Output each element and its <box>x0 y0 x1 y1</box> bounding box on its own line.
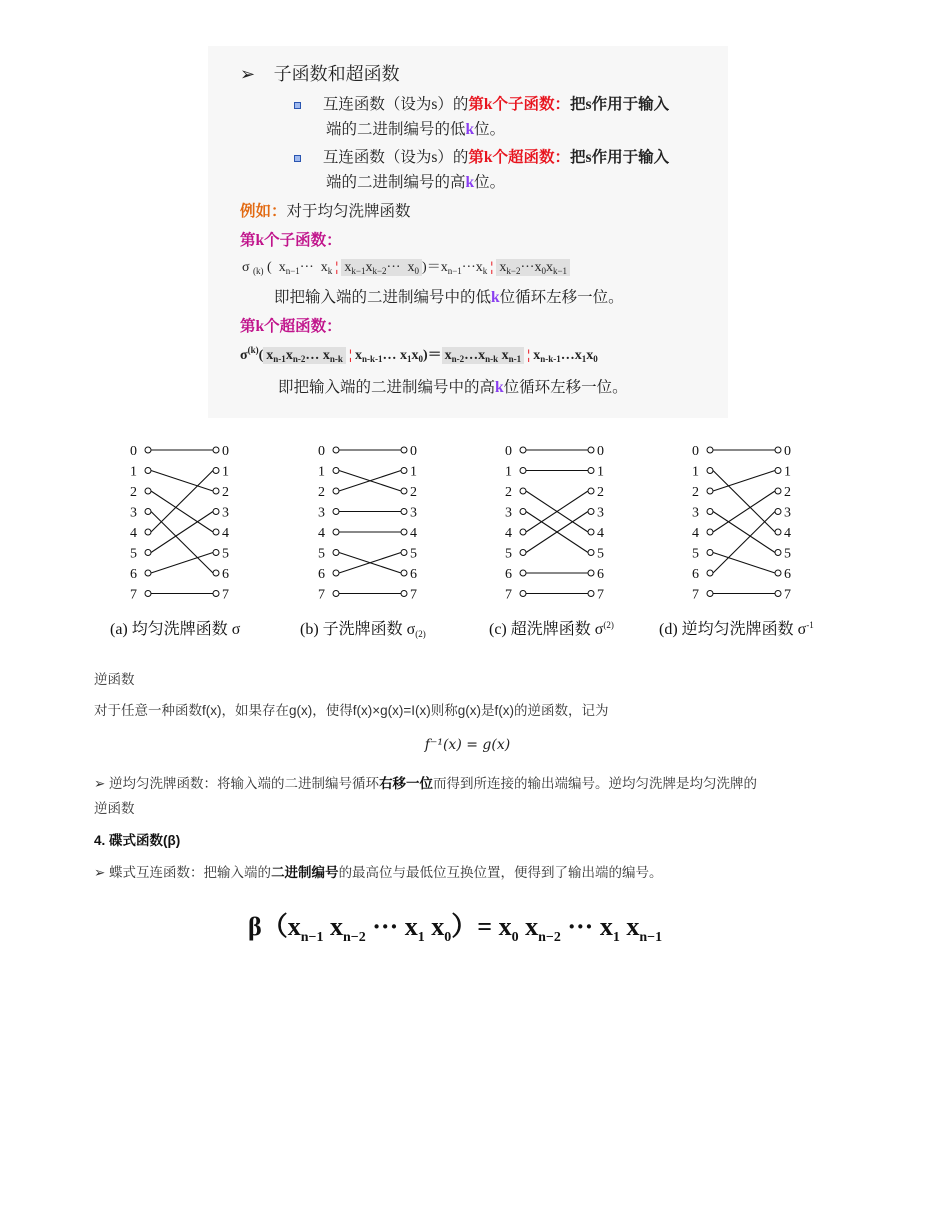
input-node-d-1 <box>707 468 713 474</box>
input-label-c-2: 2 <box>505 485 512 500</box>
input-label-d-3: 3 <box>692 505 699 521</box>
butterfly-pre: ➢ 蝶式互连函数：把输入端的 <box>94 865 272 880</box>
input-node-a-4 <box>145 529 151 535</box>
input-node-d-6 <box>707 570 713 576</box>
input-node-c-2 <box>520 488 526 494</box>
input-node-d-0 <box>707 447 713 453</box>
example-text: 对于均匀洗牌函数 <box>286 203 411 220</box>
output-node-d-7 <box>775 591 781 597</box>
slide-excerpt <box>208 46 728 418</box>
output-label-c-0: 0 <box>597 444 604 459</box>
connection-a-1 <box>151 471 213 492</box>
input-node-b-3 <box>333 509 339 515</box>
output-node-d-4 <box>775 529 781 535</box>
bullet2-post: 把s作用于输入 <box>570 149 670 166</box>
output-label-c-4: 4 <box>597 526 604 541</box>
bullet2-highlight: 第k个超函数： <box>468 149 571 166</box>
bullet1-line2-post: 位。 <box>474 121 506 138</box>
output-node-d-0 <box>775 447 781 453</box>
input-node-a-3 <box>145 509 151 515</box>
input-label-a-6: 6 <box>130 567 137 582</box>
output-label-d-3: 3 <box>784 505 791 521</box>
input-label-d-7: 7 <box>692 587 699 603</box>
output-node-c-6 <box>588 570 594 576</box>
bullet-super-function <box>294 145 669 167</box>
output-node-b-2 <box>401 488 407 494</box>
input-label-d-5: 5 <box>692 546 699 562</box>
input-label-b-7: 7 <box>318 587 325 603</box>
inverse-shuffle-line <box>94 772 757 792</box>
shuffle-diagrams-svg <box>100 436 840 611</box>
super-note-post: 位循环左移一位。 <box>503 379 628 396</box>
slide-heading: 子函数和超函数 <box>273 64 400 84</box>
bullet1-highlight: 第k个子函数： <box>468 96 571 113</box>
input-label-a-3: 3 <box>130 505 137 521</box>
connection-d-5 <box>713 553 775 574</box>
output-label-a-4: 4 <box>222 526 229 541</box>
bullet2-pre: 互连函数（设为s）的 <box>322 149 469 166</box>
output-node-b-3 <box>401 509 407 515</box>
output-node-d-6 <box>775 570 781 576</box>
connection-d-2 <box>713 471 775 492</box>
connection-d-1 <box>713 471 775 533</box>
connection-a-4 <box>151 471 213 533</box>
output-node-a-4 <box>213 529 219 535</box>
output-label-d-2: 2 <box>784 485 791 500</box>
connection-a-2 <box>151 491 213 532</box>
input-node-d-5 <box>707 550 713 556</box>
output-label-a-6: 6 <box>222 567 229 582</box>
output-node-a-6 <box>213 570 219 576</box>
input-label-d-4: 4 <box>692 526 699 541</box>
input-label-c-4: 4 <box>505 526 512 541</box>
bullet1-line2-pre: 端的二进制编号的低 <box>326 121 466 138</box>
output-node-c-2 <box>588 488 594 494</box>
input-node-c-7 <box>520 591 526 597</box>
output-node-c-0 <box>588 447 594 453</box>
heading-row <box>240 60 400 86</box>
output-node-c-7 <box>588 591 594 597</box>
output-node-c-5 <box>588 550 594 556</box>
output-node-d-2 <box>775 488 781 494</box>
sub-function-note <box>274 285 624 307</box>
caption-a-text: (a) 均匀洗牌函数 σ <box>110 621 241 638</box>
input-label-b-0: 0 <box>318 444 325 459</box>
connection-d-4 <box>713 491 775 532</box>
output-label-b-3: 3 <box>410 505 417 521</box>
input-node-c-0 <box>520 447 526 453</box>
input-node-a-1 <box>145 468 151 474</box>
inv-shuffle-post: 而得到所连接的输出端编号。逆均匀洗牌是均匀洗牌的 <box>433 776 758 791</box>
output-node-b-1 <box>401 468 407 474</box>
example-label: 例如： <box>240 203 287 220</box>
output-label-b-6: 6 <box>410 567 417 582</box>
arrow-bullet-icon: ➢ <box>240 64 256 84</box>
output-label-b-5: 5 <box>410 546 417 562</box>
caption-c-mark: (2) <box>603 620 614 630</box>
connection-a-5 <box>151 512 213 553</box>
input-node-a-6 <box>145 570 151 576</box>
input-node-b-1 <box>333 468 339 474</box>
output-label-c-2: 2 <box>597 485 604 500</box>
square-bullet-icon <box>294 155 301 162</box>
output-node-a-1 <box>213 468 219 474</box>
caption-c-text: (c) 超洗牌函数 σ <box>489 621 604 638</box>
input-node-c-5 <box>520 550 526 556</box>
inverse-formula: f⁻¹(x) = g(x) <box>424 737 511 753</box>
input-label-c-5: 5 <box>505 546 512 562</box>
output-label-a-7: 7 <box>222 587 229 603</box>
sub-note-pre: 即把输入端的二进制编号中的低 <box>274 289 492 306</box>
bullet1-k: k <box>465 121 475 138</box>
input-label-b-4: 4 <box>318 526 325 541</box>
butterfly-title: 4. 碟式函数(β) <box>94 833 181 848</box>
input-node-a-7 <box>145 591 151 597</box>
input-label-c-6: 6 <box>505 567 512 582</box>
square-bullet-icon <box>294 102 301 109</box>
output-label-c-7: 7 <box>597 587 604 603</box>
output-label-b-2: 2 <box>410 485 417 500</box>
input-label-c-0: 0 <box>505 444 512 459</box>
input-node-d-3 <box>707 509 713 515</box>
input-node-a-0 <box>145 447 151 453</box>
super-function-formula: $\sigma^{(k)}$( $x_{n-1}x_{n-2}\dots$ $x_{n-k}$ ¦ $x_{n-k-1}\dots$ $x_1x_0)=$ $x_{n-2}\dots x_{n-k}$ $x_{n-1}$ ¦ $x_{n-k-1}\dots x_1x_0$ <box>240 345 598 364</box>
shuffle-diagrams <box>100 436 840 646</box>
output-label-c-1: 1 <box>597 464 604 480</box>
super-note-pre: 即把输入端的二进制编号中的高 <box>278 379 496 396</box>
output-node-b-4 <box>401 529 407 535</box>
sub-note-post: 位循环左移一位。 <box>499 289 624 306</box>
sub-heading-text: 第k个子函数： <box>240 232 342 249</box>
output-node-b-0 <box>401 447 407 453</box>
output-node-a-7 <box>213 591 219 597</box>
output-node-a-5 <box>213 550 219 556</box>
connection-a-3 <box>151 512 213 574</box>
output-node-c-3 <box>588 509 594 515</box>
input-label-b-5: 5 <box>318 546 325 562</box>
output-label-c-5: 5 <box>597 546 604 562</box>
input-node-d-4 <box>707 529 713 535</box>
bullet-sub-function-line2 <box>326 117 505 139</box>
output-label-b-1: 1 <box>410 464 417 480</box>
output-label-d-5: 5 <box>784 546 791 562</box>
output-node-b-7 <box>401 591 407 597</box>
inverse-definition: 对于任意一种函数f(x)，如果存在g(x)，使得f(x)×g(x)=I(x)则称g(x)是f(x)的逆函数，记为 <box>94 703 609 718</box>
butterfly-formula: $\beta(x_{n-1}$ $x_{n-2}$ ··· $x_1$ $x_0)= x_0$ $x_{n-2}$ ··· $x_1$ $x_{n-1}$ <box>248 912 663 945</box>
output-label-d-7: 7 <box>784 587 791 603</box>
input-node-b-0 <box>333 447 339 453</box>
caption-d-text: (d) 逆均匀洗牌函数 σ <box>659 621 807 638</box>
output-node-b-5 <box>401 550 407 556</box>
input-node-c-1 <box>520 468 526 474</box>
output-label-b-4: 4 <box>410 526 417 541</box>
bullet2-line2-pre: 端的二进制编号的高 <box>326 174 466 191</box>
output-node-b-6 <box>401 570 407 576</box>
super-function-note <box>278 375 628 397</box>
output-label-d-0: 0 <box>784 444 791 459</box>
input-label-b-6: 6 <box>318 567 325 582</box>
input-label-a-5: 5 <box>130 546 137 562</box>
sub-function-heading <box>240 228 342 250</box>
output-node-a-0 <box>213 447 219 453</box>
output-node-d-3 <box>775 509 781 515</box>
connection-a-6 <box>151 553 213 574</box>
input-label-b-2: 2 <box>318 485 325 500</box>
input-label-a-0: 0 <box>130 444 137 459</box>
caption-b-mark: (2) <box>415 629 426 639</box>
butterfly-line <box>94 861 663 881</box>
input-node-a-5 <box>145 550 151 556</box>
caption-b-text: (b) 子洗牌函数 σ <box>300 621 416 638</box>
bullet-sub-function <box>294 92 669 114</box>
input-node-d-7 <box>707 591 713 597</box>
output-node-d-5 <box>775 550 781 556</box>
caption-c <box>489 616 614 639</box>
input-label-a-7: 7 <box>130 587 137 603</box>
input-node-b-2 <box>333 488 339 494</box>
super-note-k: k <box>495 379 504 396</box>
inv-shuffle-pre: ➢ 逆均匀洗牌函数：将输入端的二进制编号循环 <box>94 776 380 791</box>
output-label-b-0: 0 <box>410 444 417 459</box>
output-label-a-2: 2 <box>222 485 229 500</box>
sub-note-k: k <box>491 289 500 306</box>
input-node-b-6 <box>333 570 339 576</box>
super-heading-text: 第k个超函数： <box>240 318 342 335</box>
butterfly-bold: 二进制编号 <box>271 865 339 880</box>
sub-function-formula: σ $_{(k)}$ ( $x_{n-1}\cdot\cdot\cdot x_k$ ¦ $x_{k-1}x_{k-2}\cdot\cdot\cdot x_0$ )$=x_{n-1}\cdot\cdot\cdot x_k$ ¦ $x_{k-2}\cdot\cdot\cdot x_0x_{k-1}$ <box>242 256 570 276</box>
caption-b <box>300 616 426 639</box>
butterfly-post: 的最高位与最低位互换位置，便得到了输出端的编号。 <box>338 865 663 880</box>
output-label-a-1: 1 <box>222 464 229 480</box>
caption-a <box>110 616 240 639</box>
output-node-c-4 <box>588 529 594 535</box>
input-node-b-4 <box>333 529 339 535</box>
connection-d-6 <box>713 512 775 574</box>
input-label-d-0: 0 <box>692 444 699 459</box>
inv-shuffle-bold: 右移一位 <box>379 776 434 791</box>
output-label-a-5: 5 <box>222 546 229 562</box>
output-node-d-1 <box>775 468 781 474</box>
input-label-b-3: 3 <box>318 505 325 521</box>
input-label-a-2: 2 <box>130 485 137 500</box>
output-label-d-6: 6 <box>784 567 791 582</box>
connection-d-3 <box>713 512 775 553</box>
bullet2-k: k <box>465 174 475 191</box>
output-label-c-3: 3 <box>597 505 604 521</box>
super-function-heading <box>240 314 342 336</box>
input-label-d-6: 6 <box>692 567 699 582</box>
example-row <box>240 199 411 221</box>
input-node-a-2 <box>145 488 151 494</box>
input-label-c-3: 3 <box>505 505 512 521</box>
output-label-d-1: 1 <box>784 464 791 480</box>
output-node-a-3 <box>213 509 219 515</box>
inverse-title: 逆函数 <box>94 672 135 687</box>
inverse-shuffle-line2: 逆函数 <box>94 801 135 816</box>
input-label-d-1: 1 <box>692 464 699 480</box>
input-node-c-6 <box>520 570 526 576</box>
output-label-c-6: 6 <box>597 567 604 582</box>
output-node-c-1 <box>588 468 594 474</box>
input-label-d-2: 2 <box>692 485 699 500</box>
output-label-d-4: 4 <box>784 526 791 541</box>
input-label-a-4: 4 <box>130 526 137 541</box>
input-node-d-2 <box>707 488 713 494</box>
caption-d <box>659 616 814 639</box>
input-label-a-1: 1 <box>130 464 137 480</box>
input-node-b-5 <box>333 550 339 556</box>
output-node-a-2 <box>213 488 219 494</box>
input-label-c-7: 7 <box>505 587 512 603</box>
output-label-b-7: 7 <box>410 587 417 603</box>
bullet2-line2-post: 位。 <box>474 174 506 191</box>
input-node-c-3 <box>520 509 526 515</box>
output-label-a-0: 0 <box>222 444 229 459</box>
caption-d-mark: -1 <box>806 620 814 630</box>
bullet-super-function-line2 <box>326 170 505 192</box>
output-label-a-3: 3 <box>222 505 229 521</box>
input-label-b-1: 1 <box>318 464 325 480</box>
input-node-c-4 <box>520 529 526 535</box>
bullet1-post: 把s作用于输入 <box>570 96 670 113</box>
input-label-c-1: 1 <box>505 464 512 480</box>
bullet1-pre: 互连函数（设为s）的 <box>322 96 469 113</box>
input-node-b-7 <box>333 591 339 597</box>
